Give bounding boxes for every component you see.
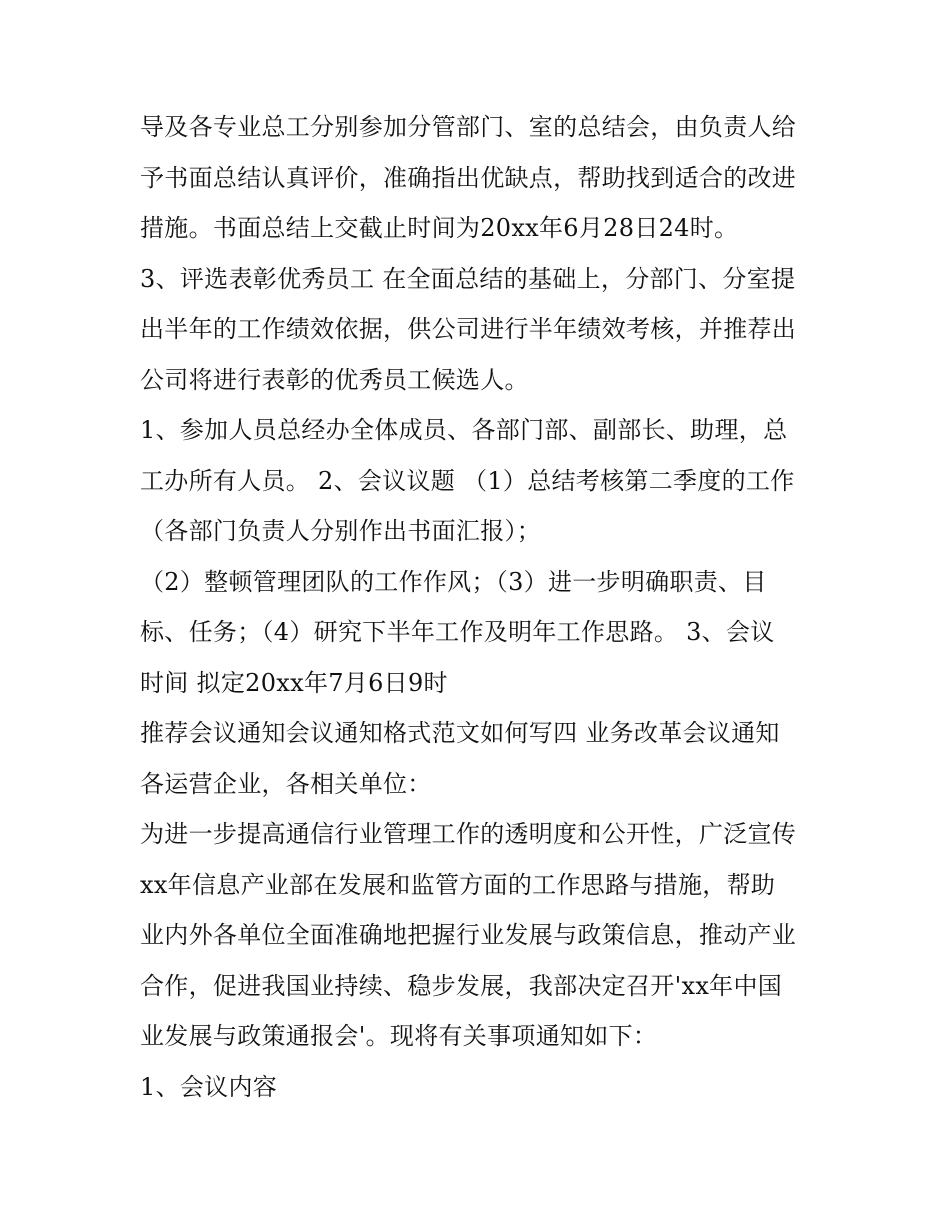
document-body bbox=[140, 102, 820, 1112]
text-line: 业发展与政策通报会'。现将有关事项通知如下： bbox=[140, 1022, 658, 1050]
text-line: 推荐会议通知会议通知格式范文如何写四 业务改革会议通知 bbox=[140, 719, 780, 747]
text-line: （2）整顿管理团队的工作作风；（3）进一步明确职责、目 bbox=[140, 567, 767, 596]
text-line: 标、任务；（4）研究下半年工作及明年工作思路。 3、会议 bbox=[140, 618, 775, 646]
text-line: 予书面总结认真评价，准确指出优缺点，帮助找到适合的改进 bbox=[140, 163, 797, 192]
text-line: 1、参加人员总经办全体成员、各部门部、副部长、助理，总 bbox=[140, 416, 788, 444]
text-line: 导及各专业总工分别参加分管部门、室的总结会，由负责人给 bbox=[140, 113, 797, 141]
text-line: 工办所有人员。 2、会议议题 （1）总结考核第二季度的工作 bbox=[140, 466, 795, 495]
text-line: 为进一步提高通信行业管理工作的透明度和公开性，广泛宣传 bbox=[140, 820, 797, 848]
text-line: xx年信息产业部在发展和监管方面的工作思路与措施，帮助 bbox=[140, 870, 776, 899]
text-line: 合作，促进我国业持续、稳步发展，我部决定召开'xx年中国 bbox=[140, 971, 783, 1000]
text-line: （各部门负责人分别作出书面汇报）； bbox=[140, 517, 542, 545]
text-line: 1、会议内容 bbox=[140, 1072, 278, 1101]
text-line: 各运营企业，各相关单位： bbox=[140, 769, 432, 798]
text-line: 时间 拟定20xx年7月6日9时 bbox=[140, 668, 448, 697]
text-line: 出半年的工作绩效依据，供公司进行半年绩效考核，并推荐出 bbox=[140, 315, 797, 343]
text-line: 3、评选表彰优秀员工 在全面总结的基础上，分部门、分室提 bbox=[140, 264, 796, 293]
text-line: 业内外各单位全面准确地把握行业发展与政策信息，推动产业 bbox=[140, 921, 797, 949]
text-line: 公司将进行表彰的优秀员工候选人。 bbox=[140, 365, 529, 394]
text-line: 措施。书面总结上交截止时间为20xx年6月28日24时。 bbox=[140, 214, 739, 242]
